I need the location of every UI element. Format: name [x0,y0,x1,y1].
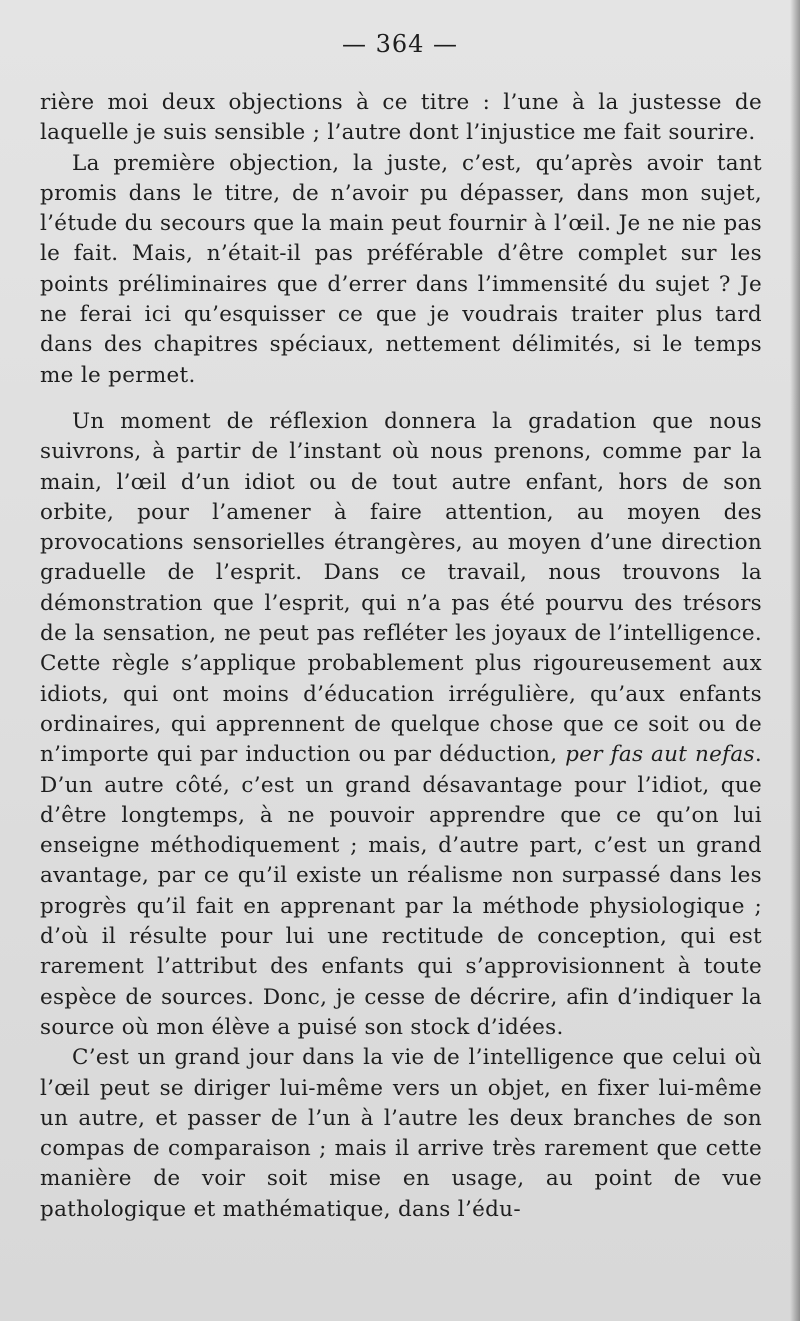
paragraph-continuation: rière moi deux objections à ce titre : l’une à la justesse de laquelle je suis sensible ; l’autre dont l’injustice me fait sourire. [40,90,762,146]
latin-phrase: per fas aut nefas [565,742,755,768]
paragraph-gradation-part1: Un moment de réflexion donnera la gradation que nous suivrons, à partir de l’instant où nous prenons, comme par la main, l’œil d’un idiot ou de tout autre enfant, hors de son orbite, pour l’amener à faire attention, au moyen des provocations sensorielles étrangères, au moyen d’une direction graduelle de l’esprit. Dans ce travail, nous trouvons la démonstration que l’esprit, qui n’a pas été pourvu des trésors de la sensation, ne peut pas refléter les joyaux de l’intelligence. Cette règle s’applique probablement plus rigoureusement aux idiots, qui ont moins d’éducation irrégulière, qu’aux enfants ordinaires, qui apprennent de quelque chose que ce soit ou de n’importe qui par induction ou par déduction, [40,408,762,768]
paragraph-gradation [40,407,762,1043]
page-edge-shadow [790,0,800,1321]
page-number: — 364 — [341,30,459,58]
paragraph-great-day: C’est un grand jour dans la vie de l’intelligence que celui où l’œil peut se diriger lui-même vers un objet, en fixer lui-même un autre, et passer de l’un à l’autre les deux branches de son compas de comparaison ; mais il arrive très rarement que cette manière de voir soit mise en usage, au point de vue pathologique et mathématique, dans l’édu- [40,1045,762,1222]
body-text [40,88,762,1225]
paragraph-first-objection: La première objection, la juste, c’est, qu’après avoir tant promis dans le titre, de n’avoir pu dépasser, dans mon sujet, l’étude du secours que la main peut fournir à l’œil. Je ne nie pas le fait. Mais, n’était-il pas préférable d’être complet sur les points préliminaires que d’errer dans l’immensité du sujet ? Je ne ferai ici qu’esquisser ce que je voudrais traiter plus tard dans des chapitres spéciaux, nettement délimités, si le temps me le permet. [40,150,762,388]
paragraph-gradation-part2: . D’un autre côté, c’est un grand désavantage pour l’idiot, que d’être longtemps, à ne pouvoir apprendre que ce qu’on lui enseigne méthodiquement ; mais, d’autre part, c’est un grand avantage, par ce qu’il existe un réalisme non surpassé dans les progrès qu’il fait en apprenant par la méthode physiologique ; d’où il résulte pour lui une rectitude de conception, qui est rarement l’attribut des enfants qui s’approvisionnent à toute espèce de sources. Donc, je cesse de décrire, afin d’indiquer la source où mon élève a puisé son stock d’idées. [40,742,762,1040]
